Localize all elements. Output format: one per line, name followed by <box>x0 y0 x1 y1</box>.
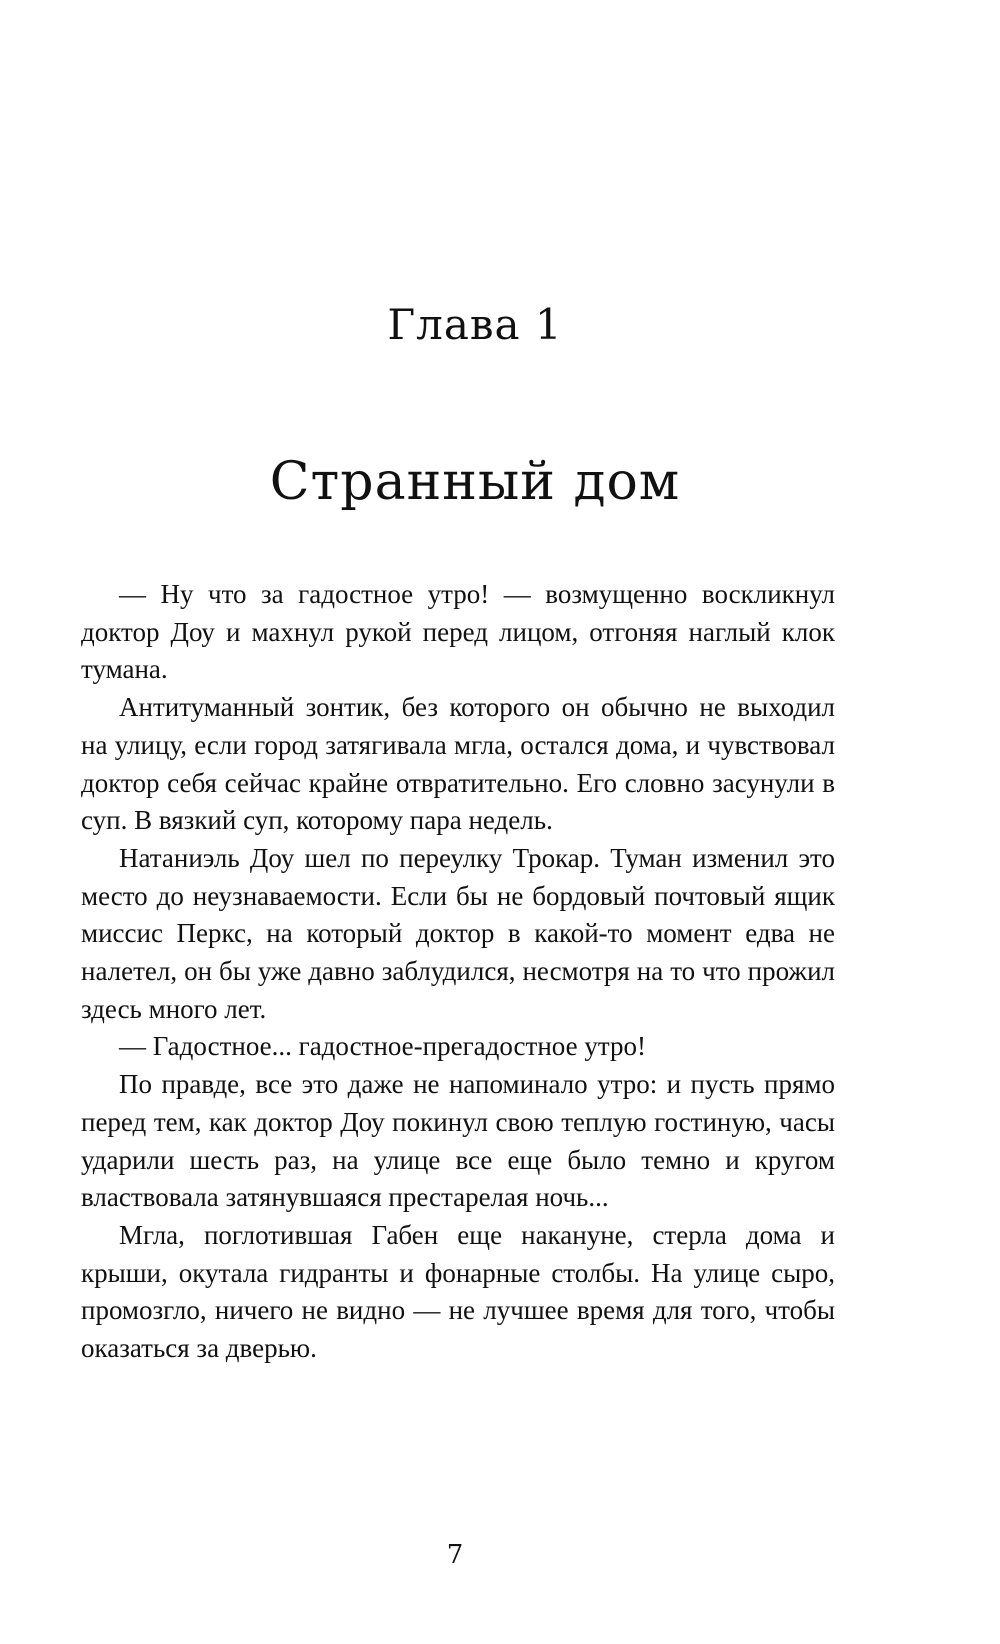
paragraph: По правде, все это даже не напоминало утро: и пусть прямо перед тем, как доктор Доу покинул свою теплую гостиную, часы ударили шесть раз, на улице все еще было темно и кругом властвовала затянувшаяся престарелая ночь... <box>81 1069 835 1213</box>
page-number: 7 <box>446 1540 464 1570</box>
chapter-body <box>81 576 835 1368</box>
paragraph: Натаниэль Доу шел по переулку Трокар. Туман изменил это место до неузнаваемости. Если бы не бордовый почтовый ящик миссис Перкс, на который доктор в какой-то момент едва не налетел, он бы уже давно заблудился, несмотря на то что прожил здесь много лет. <box>81 842 835 1024</box>
paragraph: — Гадостное... гадостное-прегадостное утро! <box>119 1031 646 1062</box>
chapter-title: Странный дом <box>269 452 681 512</box>
paragraph: Мгла, поглотившая Габен еще накануне, стерла дома и крыши, окутала гидранты и фонарные столбы. На улице сыро, промозгло, ничего не видно — не лучшее время для того, чтобы оказаться за дверью. <box>81 1219 835 1364</box>
chapter-number: Глава 1 <box>387 300 563 349</box>
paragraph: — Ну что за гадостное утро! — возмущенно воскликнул доктор Доу и махнул рукой перед лицом, отгоняя наглый клок тумана. <box>81 579 835 685</box>
paragraph: Антитуманный зонтик, без которого он обычно не выходил на улицу, если город затягивала мгла, остался дома, и чувствовал доктор себя сейчас крайне отвратительно. Его словно засунули в суп. В вязкий суп, которому пара недель. <box>81 692 835 836</box>
